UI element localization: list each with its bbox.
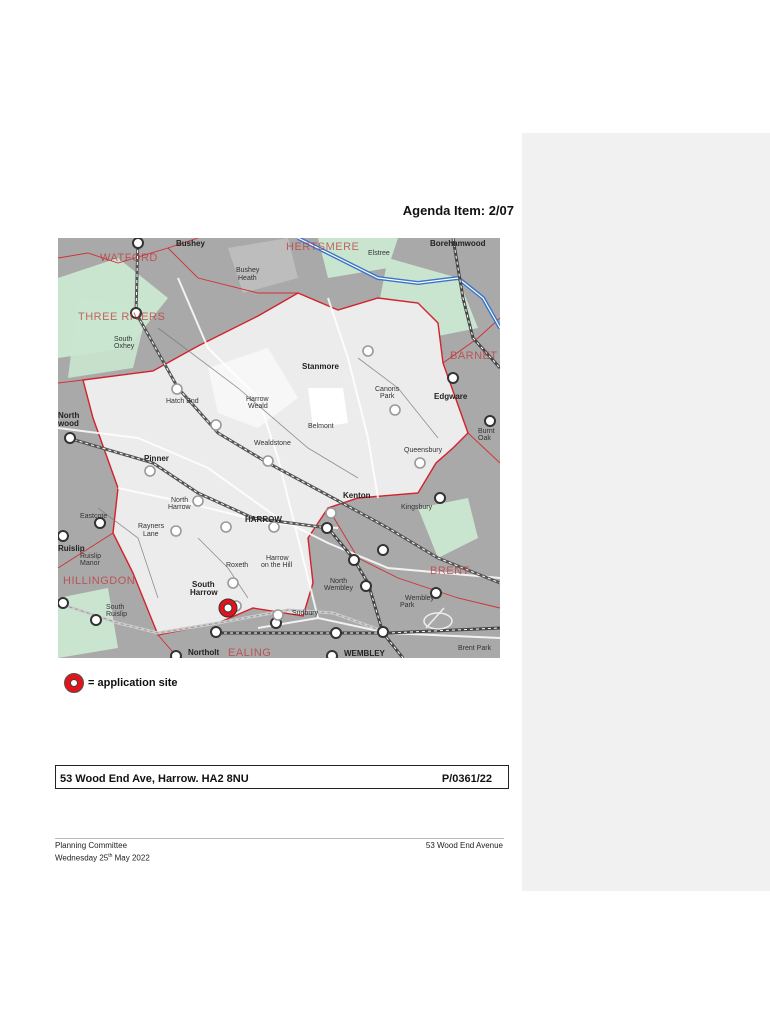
station-marker — [322, 523, 332, 533]
station-marker — [448, 373, 458, 383]
agenda-item: Agenda Item: 2/07 — [402, 203, 514, 218]
location-map — [58, 238, 500, 658]
place-kingsbury: Kingsbury — [401, 504, 433, 511]
station-marker — [211, 627, 221, 637]
station-marker — [58, 598, 68, 608]
station-marker — [327, 651, 337, 658]
station-marker — [171, 651, 181, 658]
station-marker — [415, 458, 425, 468]
place-north-harrow-1: North — [171, 497, 189, 504]
place-northolt: Northolt — [188, 648, 220, 657]
area-label-brent: BRENT — [430, 565, 470, 577]
station-marker — [390, 405, 400, 415]
place-wembley-park-2: Park — [400, 602, 415, 609]
place-ruislip-manor-1: Ruislip — [80, 553, 102, 560]
footer-right: 53 Wood End Avenue — [425, 841, 503, 850]
place-ruislip: Ruislip — [58, 544, 85, 553]
green-area — [58, 588, 118, 658]
station-marker — [211, 420, 221, 430]
site-address: 53 Wood End Ave, Harrow. HA2 8NU — [60, 773, 249, 785]
area-label-ealing: EALING — [228, 647, 272, 658]
area-label-hertsmere: HERTSMERE — [286, 241, 360, 253]
place-south-oxhey-2: Oxhey — [114, 343, 135, 350]
station-marker — [58, 531, 68, 541]
place-wealdstone: Wealdstone — [254, 440, 291, 447]
station-marker — [193, 496, 203, 506]
place-rayners-lane-1: Rayners — [138, 523, 165, 530]
station-marker — [65, 433, 75, 443]
station-marker — [363, 346, 373, 356]
application-site-icon — [64, 673, 84, 693]
station-marker — [361, 581, 371, 591]
place-north-wembley-2: Wembley — [324, 585, 354, 592]
station-marker — [378, 627, 388, 637]
place-harrow: HARROW — [245, 515, 282, 524]
place-queensbury: Queensbury — [404, 447, 443, 454]
station-marker — [133, 238, 143, 248]
place-harrow-weald-2: Weald — [248, 403, 268, 410]
place-harrow-hill-2: on the Hill — [261, 562, 293, 569]
station-marker — [273, 610, 283, 620]
place-roxeth: Roxeth — [226, 562, 249, 569]
footer-left — [55, 841, 150, 864]
station-marker — [326, 508, 336, 518]
address-box — [55, 765, 509, 789]
station-marker — [349, 555, 359, 565]
place-north-wembley-1: North — [330, 578, 348, 585]
area-label-three-rivers: THREE RIVERS — [78, 311, 166, 323]
place-bushey-heath-1: Bushey — [236, 267, 260, 274]
place-south-oxhey-1: South — [114, 336, 133, 343]
map-legend — [64, 673, 178, 693]
place-belmont: Belmont — [308, 423, 334, 430]
place-brent-park: Brent Park — [458, 645, 492, 652]
place-bushey: Bushey — [176, 239, 205, 248]
place-burnt-oak-1: Burnt — [478, 428, 495, 435]
place-canons-park-2: Park — [380, 393, 395, 400]
place-northwood-1: North — [58, 411, 80, 420]
application-site-marker — [219, 599, 237, 617]
place-edgware: Edgware — [434, 392, 468, 401]
station-marker — [263, 456, 273, 466]
place-south-harrow-2: Harrow — [190, 588, 218, 597]
station-marker — [485, 416, 495, 426]
place-stanmore: Stanmore — [302, 362, 339, 371]
place-eastcote: Eastcote — [80, 513, 108, 520]
committee-name: Planning Committee — [55, 841, 128, 850]
park-area — [308, 388, 348, 428]
area-label-barnet: BARNET — [450, 350, 498, 362]
place-northwood-2: wood — [58, 419, 79, 428]
place-pinner: Pinner — [144, 454, 169, 463]
station-marker — [228, 578, 238, 588]
place-canons-park-1: Canons — [375, 386, 400, 393]
area-label-hillingdon: HILLINGDON — [63, 575, 136, 587]
place-harrow-weald-1: Harrow — [246, 396, 269, 403]
side-panel — [522, 133, 770, 891]
place-south-ruislip-1: South — [106, 604, 125, 611]
station-marker — [91, 615, 101, 625]
station-marker — [221, 522, 231, 532]
place-bushey-heath-2: Heath — [238, 275, 257, 282]
application-reference: P/0361/22 — [441, 773, 492, 785]
place-wembley: WEMBLEY — [344, 649, 385, 658]
place-burnt-oak-2: Oak — [478, 435, 491, 442]
place-ruislip-manor-2: Manor — [80, 560, 100, 567]
place-elstree: Elstree — [368, 250, 390, 257]
place-north-harrow-2: Harrow — [168, 504, 191, 511]
legend-text: = application site — [88, 677, 178, 689]
station-marker — [331, 628, 341, 638]
place-harrow-hill-1: Harrow — [266, 555, 289, 562]
footer-divider — [55, 838, 504, 839]
place-rayners-lane-2: Lane — [143, 531, 159, 538]
station-marker — [435, 493, 445, 503]
station-marker — [378, 545, 388, 555]
station-marker — [171, 526, 181, 536]
station-marker — [172, 384, 182, 394]
area-label-watford: WATFORD — [100, 252, 158, 264]
place-south-harrow-1: South — [192, 580, 215, 589]
place-borehamwood: Borehamwood — [430, 239, 486, 248]
place-kenton: Kenton — [343, 491, 371, 500]
place-hatch-end: Hatch End — [166, 398, 199, 405]
place-sudbury: Sudbury — [292, 610, 319, 617]
station-marker — [145, 466, 155, 476]
meeting-date: Wednesday 25th May 2022 — [55, 853, 150, 863]
place-south-ruislip-2: Ruislip — [106, 611, 128, 618]
place-wembley-park-1: Wembley — [405, 595, 435, 602]
